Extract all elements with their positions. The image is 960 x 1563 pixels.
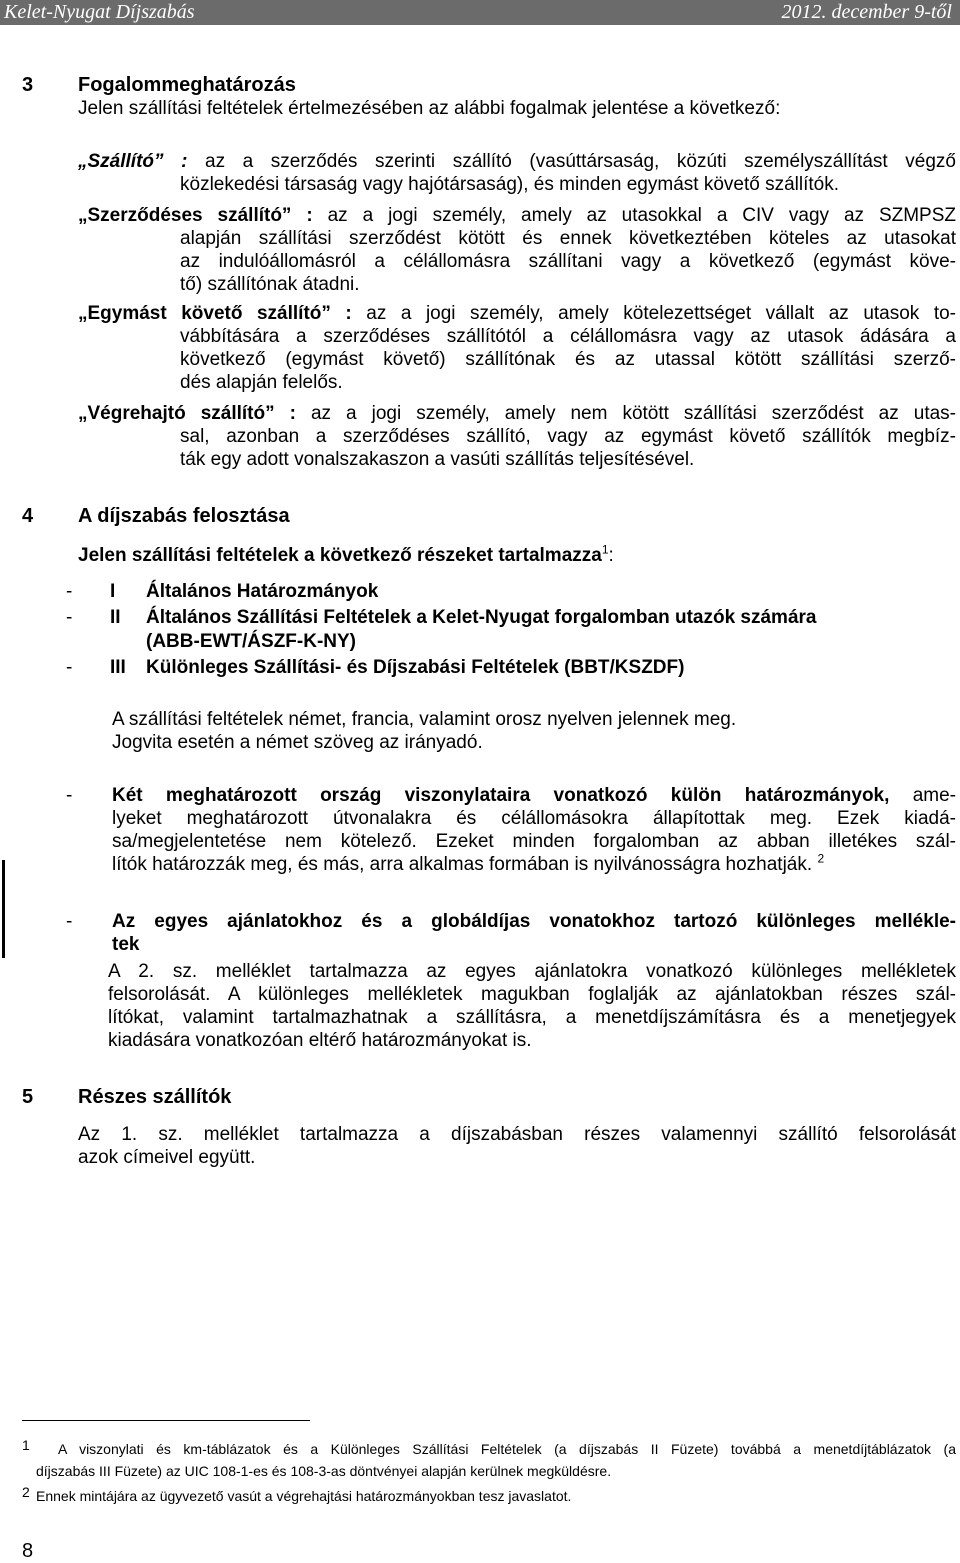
footnote-separator bbox=[22, 1420, 310, 1421]
special-annexes-body: A 2. sz. melléklet tartalmazza az egyes ajánlatokra vonatkozó különleges mellékletek felsorolását. A különleges mellékletek magukban foglalják az ajánlatokban részes szál- lítókat, valamint tartalmazhatnak a szállításra, a menetdíjszámításra és a menetjegyek kiadására vonatkozóan eltérő határozmányokat is. bbox=[108, 961, 956, 1051]
section-5-number: 5 bbox=[22, 1086, 34, 1108]
footnote-2-mark: 2 bbox=[22, 1484, 30, 1500]
def-term: „Szállító” : bbox=[78, 151, 188, 172]
part-title: Különleges Szállítási- és Díjszabási Feltételek (BBT/KSZDF) bbox=[146, 657, 685, 678]
special-annexes-title: Az egyes ajánlatokhoz és a globáldíjas vonatokhoz tartozó különleges mellékle- tek bbox=[112, 911, 956, 955]
bilateral-provisions: Két meghatározott ország viszonylataira vonatkozó külön határozmányok, ame- lyeket meghatározott útvonalakra és célállomásokra állapítottak meg. Ezek kiadá- sa/megjelentetése nem kötelező. Ezeket minden forgalomban az abban illetékes szál- lítók határozzák meg, és más, arra alkalmas formában is nyilvánosságra hozhatják. $^2$ bbox=[112, 785, 956, 875]
definition-szerzodeses-szallito: „Szerződéses szállító” : az a jogi személy, amely az utasokkal a CIV vagy az SZMPSZ alapján szállítási szerződést kötött és ennek következtében köteles az utasokat az indulóállomásról a célállomásra szállítani vagy a következő (egymást köve- tő) szállítónak átadni. bbox=[78, 205, 956, 295]
footnote-1-line-1: A viszonylati és km-táblázatok és a Különleges Szállítási Feltételek (a díjszabás II Füzete) továbbá a menetdíjtáblázatok (a bbox=[58, 1441, 956, 1457]
section-4-title: A díjszabás felosztása bbox=[78, 505, 290, 527]
running-header bbox=[0, 0, 960, 25]
section-5-title: Részes szállítók bbox=[78, 1086, 232, 1108]
definition-szallito: „Szállító” : az a szerződés szerinti szállító (vasúttársaság, közúti személyszállítást végző közlekedési társaság vagy hajótársaság), és minden egymást követő szállítók. bbox=[78, 151, 956, 195]
section-3-intro: Jelen szállítási feltételek értelmezésében az alábbi fogalmak jelentése a következő: bbox=[78, 98, 781, 119]
header-right: 2012. december 9-től bbox=[781, 1, 952, 23]
part-number: III bbox=[110, 657, 126, 678]
section-4-lead: Jelen szállítási feltételek a következő részeket tartalmazza$^1$: bbox=[78, 542, 614, 566]
part-title: Általános Szállítási Feltételek a Kelet-Nyugat forgalomban utazók számára bbox=[146, 607, 817, 628]
section-5-body: Az 1. sz. melléklet tartalmazza a díjszabásban részes valamennyi szállító felsorolását azok címeivel együtt. bbox=[78, 1124, 956, 1168]
footnote-1-mark: 1 bbox=[22, 1437, 30, 1453]
part-number: II bbox=[110, 607, 121, 628]
definition-egymast-koveto-szallito: „Egymást követő szállító” : az a jogi személy, amely kötelezettséget vállalt az utasok to- vábbítására a szerződéses szállítótól a célállomásra vagy az utasok ádására a következő (egymást követő) szállítónak és az utassal kötött szállítási szerző- dés alapján felelős. bbox=[78, 303, 956, 393]
section-3-title: Fogalommeghatározás bbox=[78, 74, 296, 96]
change-bar bbox=[2, 860, 5, 958]
part-title-cont: (ABB-EWT/ÁSZF-K-NY) bbox=[146, 631, 357, 652]
header-left: Kelet-Nyugat Díjszabás bbox=[4, 1, 195, 23]
footnote-1-line-2: díjszabás III Füzete) az UIC 108-1-es és 108-3-as döntvényei alapján kerülnek megküldésre. bbox=[36, 1463, 612, 1479]
language-note: A szállítási feltételek német, francia, valamint orosz nyelven jelennek meg. Jogvita esetén a német szöveg az irányadó. bbox=[112, 709, 737, 753]
def-term: „Végrehajtó szállító” : bbox=[78, 403, 296, 424]
page-number: 8 bbox=[22, 1540, 34, 1562]
definition-vegrehajto-szallito: „Végrehajtó szállító” : az a jogi személy, amely nem kötött szállítási szerződést az utas- sal, azonban a szerződéses szállító, vagy az egymást követő szállítók megbíz- ták egy adott vonalszakaszon a vasúti szállítás teljesítésével. bbox=[78, 403, 956, 470]
section-3-number: 3 bbox=[22, 74, 34, 96]
part-number: I bbox=[110, 581, 116, 602]
def-term: „Szerződéses szállító” : bbox=[78, 205, 313, 226]
section-4-number: 4 bbox=[22, 505, 34, 527]
footnote-2-text: Ennek mintájára az ügyvezető vasút a végrehajtási határozmányokban tesz javaslatot. bbox=[36, 1488, 572, 1504]
part-title: Általános Határozmányok bbox=[146, 581, 379, 602]
def-term: „Egymást követő szállító” : bbox=[78, 303, 352, 324]
